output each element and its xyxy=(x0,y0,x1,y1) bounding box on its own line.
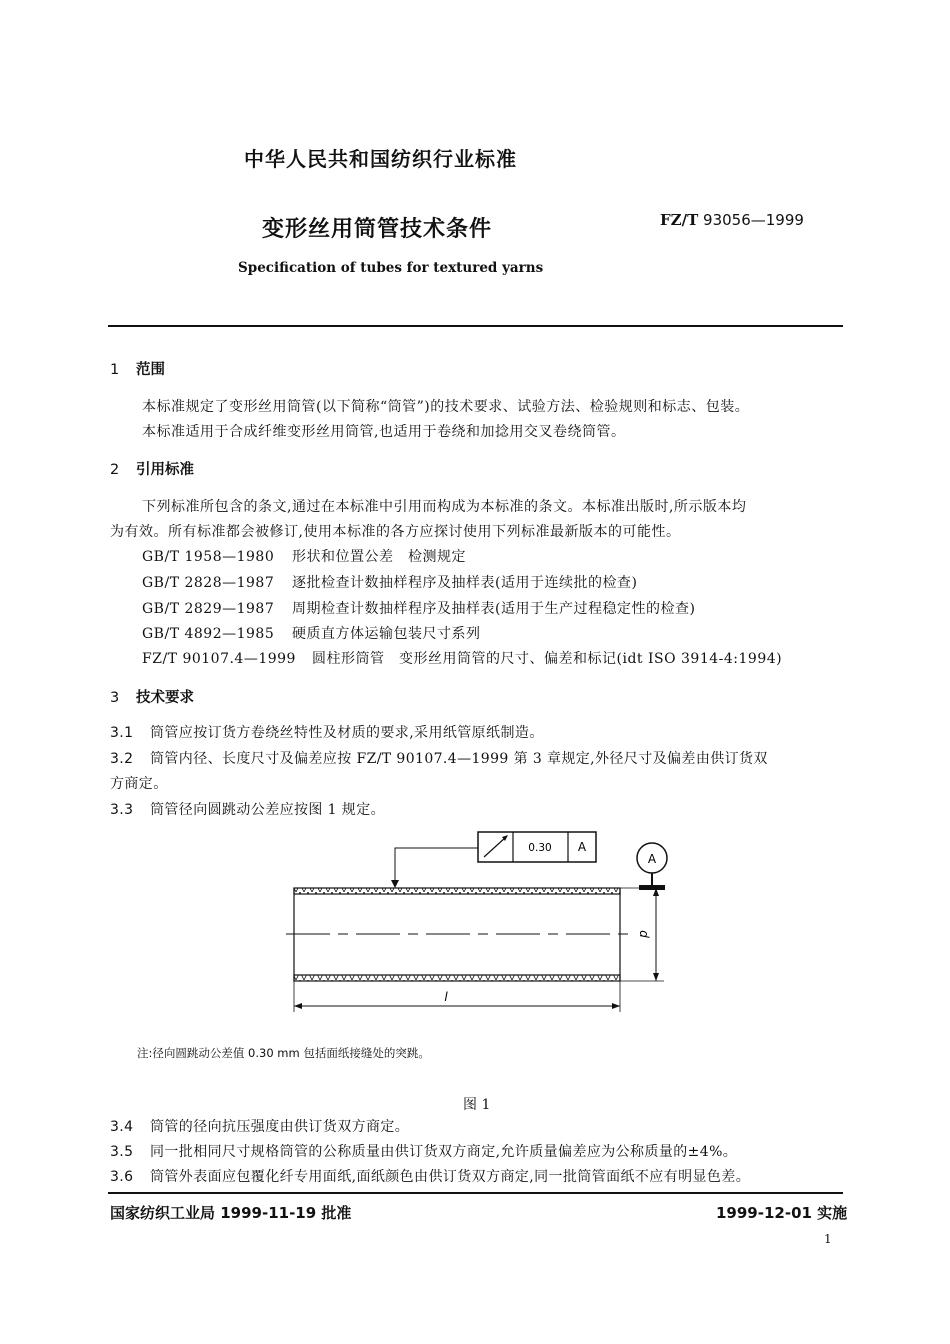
dial-indicator-label: A xyxy=(647,852,657,866)
section-3-title: 技术要求 xyxy=(136,690,194,706)
standard-prefix: FZ/T xyxy=(660,211,699,229)
reference-item xyxy=(142,572,637,592)
reference-title: 圆柱形筒管 变形丝用筒管的尺寸、偏差和标记(idt ISO 3914-4:1994) xyxy=(312,651,783,667)
section-1-title: 范围 xyxy=(136,362,165,378)
figure-caption: 图 1 xyxy=(463,1097,491,1113)
clause-3-3: 3.3 筒管径向圆跳动公差应按图 1 规定。 xyxy=(110,802,386,818)
org-title: 中华人民共和国纺织行业标准 xyxy=(244,147,517,171)
reference-title: 周期检查计数抽样程序及抽样表(适用于生产过程稳定性的检查) xyxy=(292,601,696,617)
clause-3-2: 3.2 筒管内径、长度尺寸及偏差应按 FZ/T 90107.4—1999 第 3 章规定,外径尺寸及偏差由供订货双 xyxy=(110,751,768,767)
clause-3-2-continued: 方商定。 xyxy=(110,776,168,792)
reference-item xyxy=(142,648,782,668)
section-1-paragraph-1: 本标准规定了变形丝用筒管(以下简称“筒管”)的技术要求、试验方法、检验规则和标志、包装。 xyxy=(142,399,750,415)
reference-title: 形状和位置公差 检测规定 xyxy=(292,549,466,565)
reference-code: GB/T 2829—1987 xyxy=(142,601,275,617)
leader-arrow xyxy=(391,880,399,888)
section-2-title: 引用标准 xyxy=(136,462,194,478)
standard-code xyxy=(660,211,804,229)
page-number: 1 xyxy=(824,1232,832,1246)
section-2-intro-line-1: 下列标准所包含的条文,通过在本标准中引用而构成为本标准的条文。本标准出版时,所示版本均 xyxy=(142,499,747,515)
tube-outer-wall-bottom xyxy=(294,975,620,981)
clause-3-5: 3.5 同一批相同尺寸规格筒管的公称质量由供订货双方商定,允许质量偏差应为公称质量的±4%。 xyxy=(110,1144,738,1160)
reference-item xyxy=(142,623,481,643)
section-2-intro-line-2: 为有效。所有标准都会被修订,使用本标准的各方应探讨使用下列标准最新版本的可能性。 xyxy=(110,524,681,540)
section-1-paragraph-2: 本标准适用于合成纤维变形丝用筒管,也适用于卷绕和加捻用交叉卷绕筒管。 xyxy=(142,424,626,440)
header-rule xyxy=(108,325,843,327)
figure-note: 注:径向圆跳动公差值 0.30 mm 包括面纸接缝处的突跳。 xyxy=(137,1046,430,1060)
reference-code: GB/T 1958—1980 xyxy=(142,549,275,565)
document-title: 变形丝用筒管技术条件 xyxy=(262,217,493,242)
clause-3-6: 3.6 筒管外表面应包覆化纤专用面纸,面纸颜色由供订货双方商定,同一批筒管面纸不应有明显色差。 xyxy=(110,1169,751,1185)
section-3-heading: 3 技术要求 xyxy=(110,690,194,706)
reference-item xyxy=(142,598,695,618)
footer-rule xyxy=(108,1192,843,1194)
reference-code: FZ/T 90107.4—1999 xyxy=(142,651,296,667)
approval-line: 国家纺织工业局 1999-11-19 批准 xyxy=(110,1204,352,1222)
datum-letter: A xyxy=(577,840,587,854)
reference-item xyxy=(142,546,466,566)
tube-outer-wall-top xyxy=(294,888,620,894)
standard-number: 93056—1999 xyxy=(703,211,804,229)
reference-code: GB/T 4892—1985 xyxy=(142,626,275,642)
reference-title: 硬质直方体运输包装尺寸系列 xyxy=(292,626,481,642)
clause-3-4: 3.4 筒管的径向抗压强度由供订货双方商定。 xyxy=(110,1119,410,1135)
tolerance-value: 0.30 xyxy=(528,842,552,854)
reference-title: 逐批检查计数抽样程序及抽样表(适用于连续批的检查) xyxy=(292,575,638,591)
english-title: Specification of tubes for textured yarns xyxy=(238,260,544,276)
dimension-l-label: l xyxy=(444,990,448,1004)
clause-3-1: 3.1 筒管应按订货方卷绕丝特性及材质的要求,采用纸管原纸制造。 xyxy=(110,725,544,741)
reference-code: GB/T 2828—1987 xyxy=(142,575,275,591)
figure-1-tube-drawing xyxy=(280,828,700,1018)
leader-line xyxy=(395,848,478,886)
section-2-heading: 2 引用标准 xyxy=(110,462,194,478)
section-1-heading: 1 范围 xyxy=(110,362,165,378)
dimension-d-label: d xyxy=(637,930,651,938)
implementation-date: 1999-12-01 实施 xyxy=(716,1204,848,1222)
